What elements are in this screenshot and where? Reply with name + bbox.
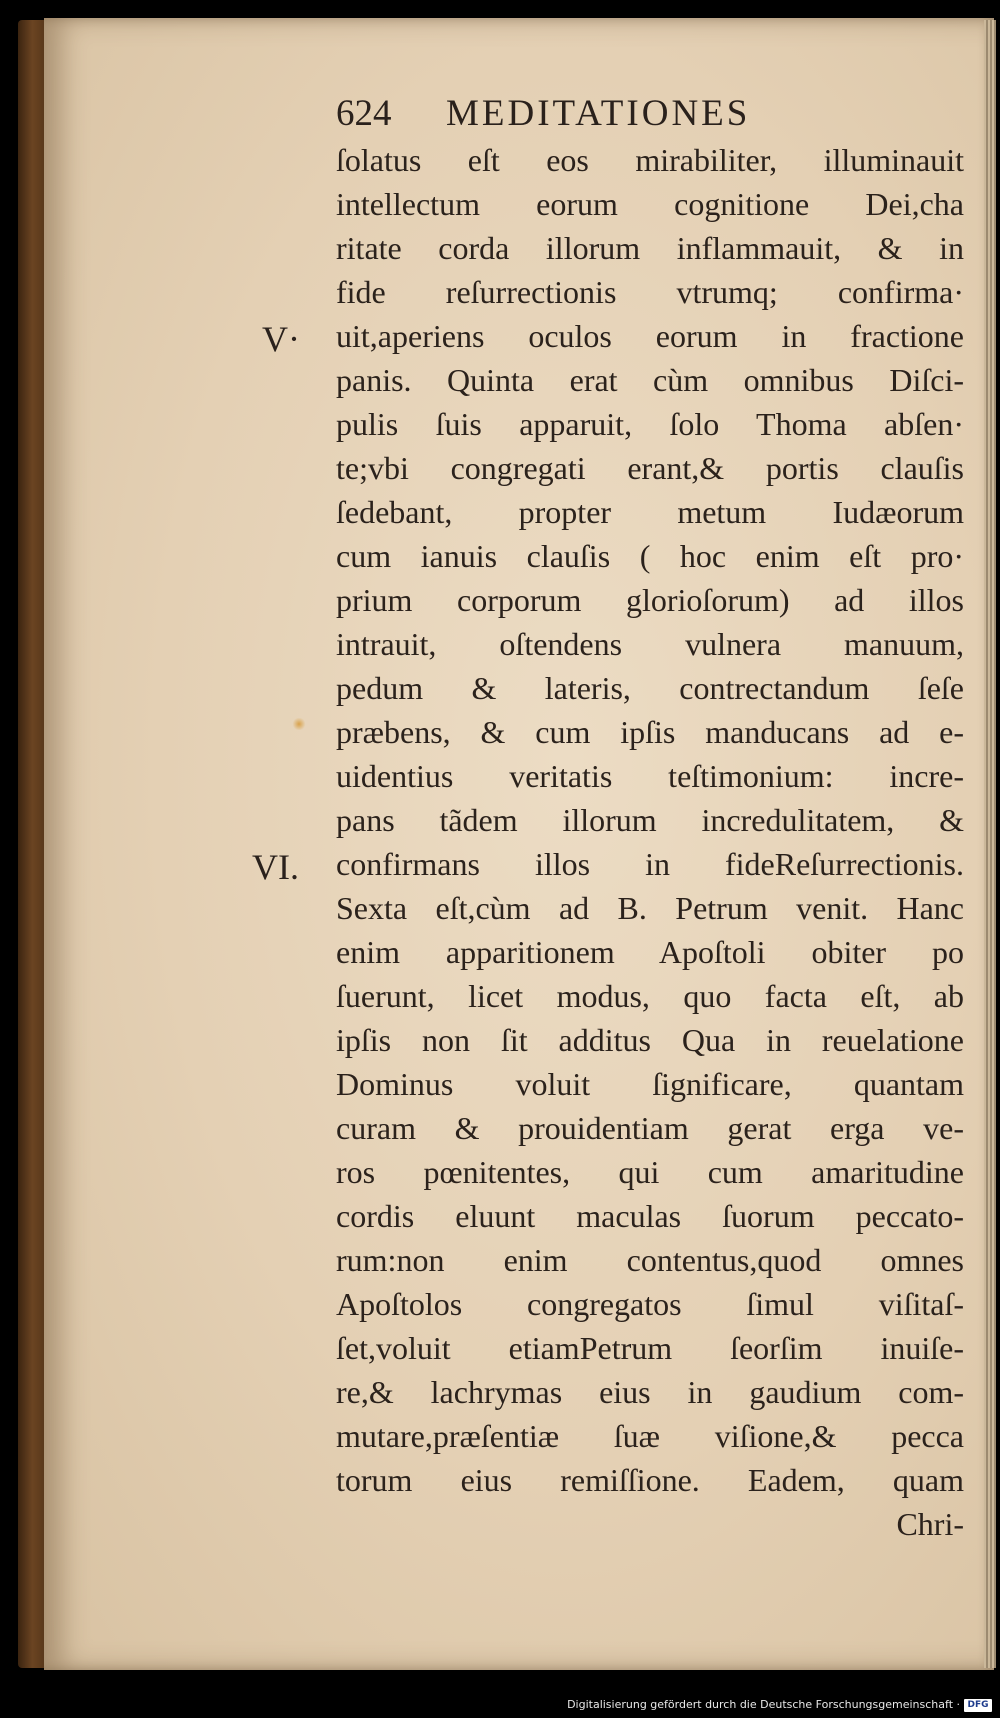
text-line: prium corporum glorioſorum) ad illos bbox=[336, 582, 964, 618]
text-line: uit,aperiens oculos eorum in fractione bbox=[336, 318, 964, 354]
text-line: cum ianuis clauſis ( hoc enim eſt pro· bbox=[336, 538, 964, 574]
text-line: præbens, & cum ipſis manducans ad e- bbox=[336, 714, 964, 750]
text-line: ſedebant, propter metum Iudæorum bbox=[336, 494, 964, 530]
text-line: ſuerunt, licet modus, quo facta eſt, ab bbox=[336, 978, 964, 1014]
text-line: pulis ſuis apparuit, ſolo Thoma abſen· bbox=[336, 406, 964, 442]
text-line: ipſis non ſit additus Qua in reuelatione bbox=[336, 1022, 964, 1058]
text-line: Sexta eſt,cùm ad B. Petrum venit. Hanc bbox=[336, 890, 964, 926]
text-line: Apoſtolos congregatos ſimul viſitaſ- bbox=[336, 1286, 964, 1322]
text-line: curam & prouidentiam gerat erga ve- bbox=[336, 1110, 964, 1146]
text-line: ritate corda illorum inflammauit, & in bbox=[336, 230, 964, 266]
text-line: intellectum eorum cognitione Dei,cha bbox=[336, 186, 964, 222]
body-text bbox=[336, 138, 996, 1546]
text-line: ros pœnitentes, qui cum amaritudine bbox=[336, 1154, 964, 1190]
text-line: pedum & lateris, contrectandum ſeſe bbox=[336, 670, 964, 706]
text-line: cordis eluunt maculas ſuorum peccato- bbox=[336, 1198, 964, 1234]
dfg-logo: DFG bbox=[964, 1699, 992, 1712]
running-title: MEDITATIONES bbox=[446, 93, 751, 134]
text-line: enim apparitionem Apoſtoli obiter po bbox=[336, 934, 964, 970]
text-line: rum:non enim contentus,quod omnes bbox=[336, 1242, 964, 1278]
text-line: ſolatus eſt eos mirabiliter, illuminauit bbox=[336, 142, 964, 178]
text-line: fide reſurrectionis vtrumq; confirma· bbox=[336, 274, 964, 310]
marginal-numeral-v: V· bbox=[262, 319, 300, 359]
text-line: intrauit, oſtendens vulnera manuum, bbox=[336, 626, 964, 662]
text-line: re,& lachrymas eius in gaudium com- bbox=[336, 1374, 964, 1410]
marginal-numeral-vi: VI. bbox=[252, 847, 299, 887]
page-number: 624 bbox=[336, 93, 392, 134]
running-head bbox=[336, 92, 896, 138]
text-line: uidentius veritatis teſtimonium: incre- bbox=[336, 758, 964, 794]
foxing-stain bbox=[292, 718, 306, 730]
text-line: pans tãdem illorum incredulitatem, & bbox=[336, 802, 964, 838]
text-line: te;vbi congregati erant,& portis clauſis bbox=[336, 450, 964, 486]
catchword: Chri- bbox=[896, 1506, 964, 1542]
text-line: panis. Quinta erat cùm omnibus Diſci- bbox=[336, 362, 964, 398]
text-line: confirmans illos in fideReſurrectionis. bbox=[336, 846, 964, 882]
text-line: Dominus voluit ſignificare, quantam bbox=[336, 1066, 964, 1102]
text-line: torum eius remiſſione. Eadem, quam bbox=[336, 1462, 964, 1498]
text-line: mutare,præſentiæ ſuæ viſione,& pecca bbox=[336, 1418, 964, 1454]
text-line: ſet,voluit etiamPetrum ſeorſim inuiſe- bbox=[336, 1330, 964, 1366]
funding-credit: Digitalisierung gefördert durch die Deutsche Forschungsgemeinschaft · bbox=[567, 1698, 960, 1711]
